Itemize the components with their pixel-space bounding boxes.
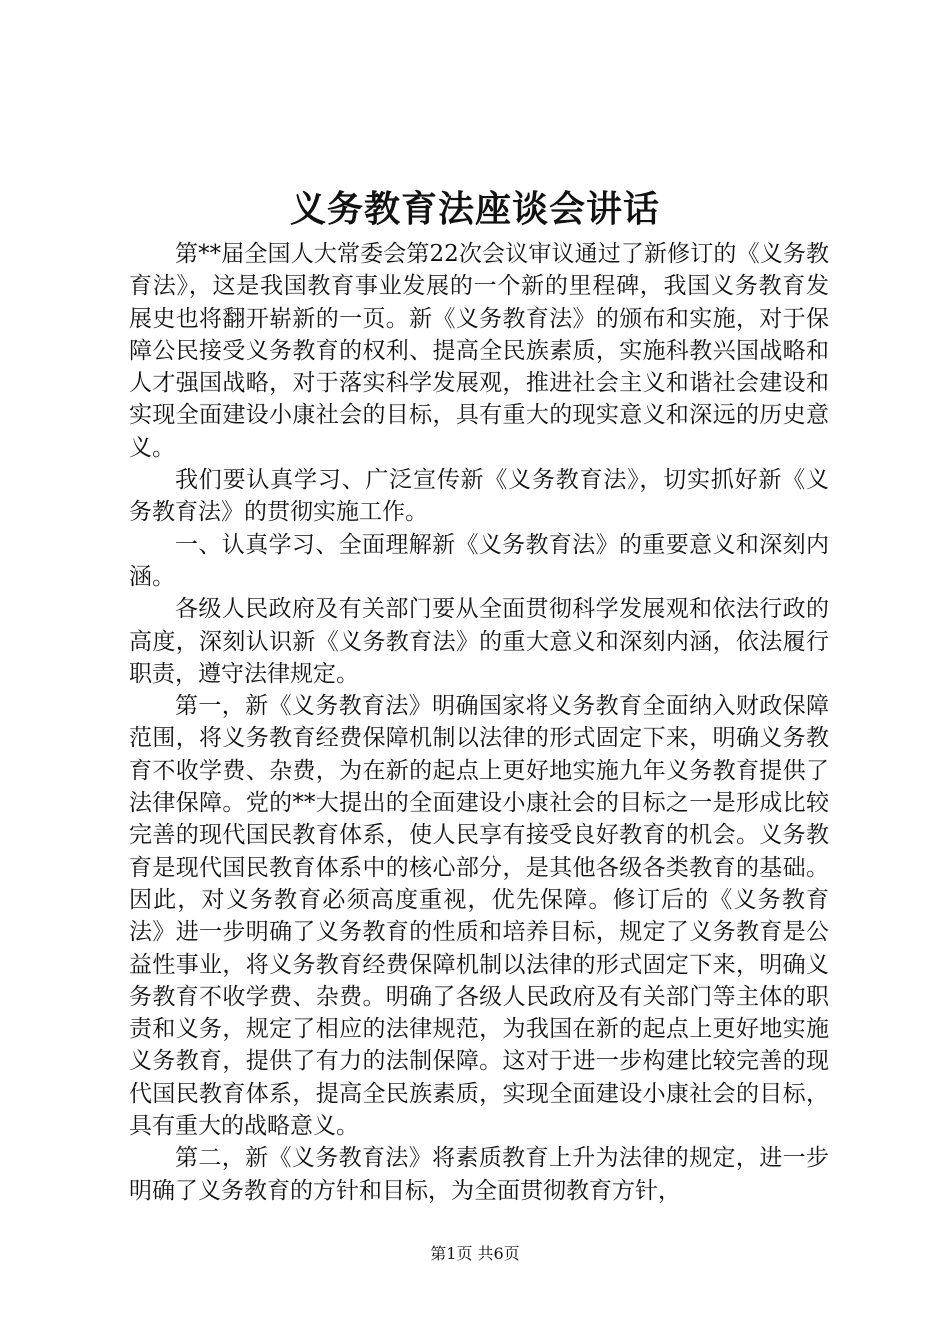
document-body [129, 238, 829, 1207]
paragraph-5: 第一，新《义务教育法》明确国家将义务教育全面纳入财政保障范围，将义务教育经费保障机制以法律的形式固定下来，明确义务教育不收学费、杂费，为在新的起点上更好地实施九年义务教育提供了法律保障。党的**大提出的全面建设小康社会的目标之一是形成比较完善的现代国民教育体系，使人民享有接受良好教育的机会。义务教育是现代国民教育体系中的核心部分，是其他各级各类教育的基础。因此，对义务教育必须高度重视，优先保障。修订后的《义务教育法》进一步明确了义务教育的性质和培养目标，规定了义务教育是公益性事业，将义务教育经费保障机制以法律的形式固定下来，明确义务教育不收学费、杂费。明确了各级人民政府及有关部门等主体的职责和义务，规定了相应的法律规范，为我国在新的起点上更好地实施义务教育，提供了有力的法制保障。这对于进一步构建比较完善的现代国民教育体系，提高全民族素质，实现全面建设小康社会的目标，具有重大的战略意义。 [129, 693, 829, 1140]
paragraph-4: 各级人民政府及有关部门要从全面贯彻科学发展观和依法行政的高度，深刻认识新《义务教育法》的重大意义和深刻内涵，依法履行职责，遵守法律规定。 [129, 596, 829, 687]
paragraph-6: 第二，新《义务教育法》将素质教育上升为法律的规定，进一步明确了义务教育的方针和目标，为全面贯彻教育方针， [129, 1145, 829, 1204]
document-title: 义务教育法座谈会讲话 [289, 188, 660, 230]
paragraph-1: 第**届全国人大常委会第22次会议审议通过了新修订的《义务教育法》，这是我国教育事业发展的一个新的里程碑，我国义务教育发展史也将翻开崭新的一页。新《义务教育法》的颁布和实施，对于保障公民接受义务教育的权利、提高全民族素质，实施科教兴国战略和人才强国战略，对于落实科学发展观，推进社会主义和谐社会建设和实现全面建设小康社会的目标，具有重大的现实意义和深远的历史意义。 [129, 241, 829, 461]
page-footer: 第1页 共6页 [430, 1244, 520, 1263]
paragraph-2: 我们要认真学习、广泛宣传新《义务教育法》，切实抓好新《义务教育法》的贯彻实施工作。 [129, 467, 829, 526]
paragraph-3: 一、认真学习、全面理解新《义务教育法》的重要意义和深刻内涵。 [129, 531, 829, 590]
